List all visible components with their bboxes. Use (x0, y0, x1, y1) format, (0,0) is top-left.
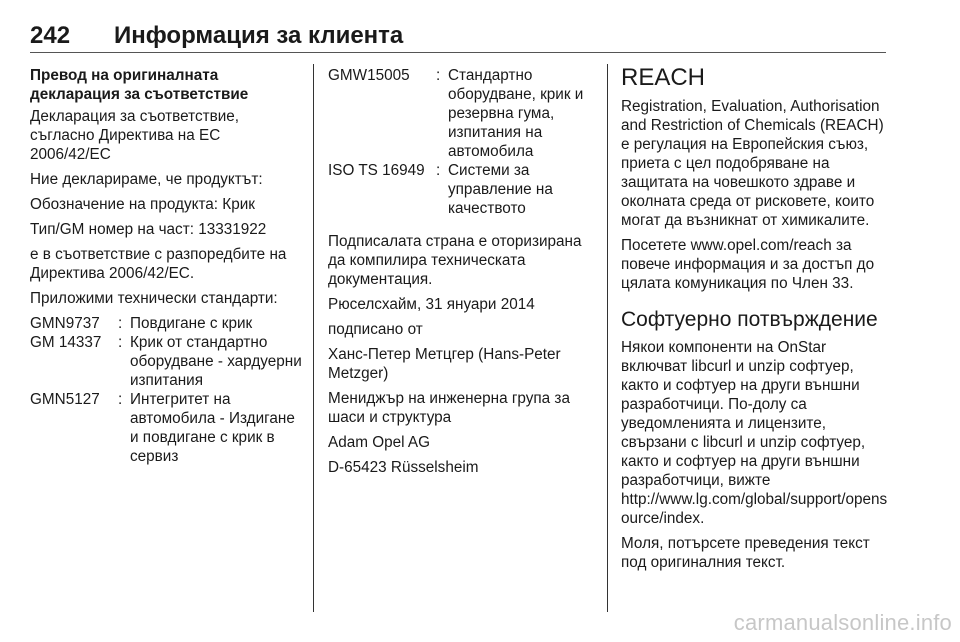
paragraph: Рюселсхайм, 31 януари 2014 (328, 296, 535, 313)
standards-table (328, 66, 596, 218)
paragraph: Registration, Evaluation, Authorisation and Restriction of Chemicals (REACH) е регулация на Европейския съюз, приета с цел подобряване на защитата на човешкото здраве и околната среда от рисковете, които могат да възникнат от химикалите. (621, 98, 884, 229)
paragraph: е в съответствие с разпоредбите на Директива 2006/42/EC. (30, 246, 287, 282)
paragraph: D-65423 Rüsselsheim (328, 459, 479, 476)
paragraph: Adam Opel AG (328, 434, 431, 451)
paragraph: Ние декларираме, че продуктът: (30, 171, 263, 188)
paragraph: Ханс-Петер Метцгер (Hans-Peter Metzger) (328, 346, 561, 382)
column-divider-2 (607, 64, 608, 612)
page-title: Информация за клиента (114, 22, 404, 49)
reach-heading: REACH (621, 64, 706, 91)
column-middle (328, 66, 596, 483)
paragraph: Тип/GM номер на част: 13331922 (30, 221, 267, 238)
paragraph: Декларация за съответствие, съгласно Директива на ЕС 2006/42/EC (30, 108, 240, 163)
paragraph: Някои компоненти на OnStar включват libcurl и unzip софтуер, както и софтуер на други външни разработчици. По-долу са уведомленията и лицензите, свързани с libcurl и unzip софтуер, както и софтуер на други външни разработчици, вижте http://www.lg.com/global/support/opensource/index. (621, 339, 888, 527)
column-divider-1 (313, 64, 314, 612)
table-row: GMN5127 : Интегритет на автомобила - Издигане и повдигане с крик в сервиз (30, 391, 295, 465)
software-heading: Софтуерно потвърждение (621, 308, 878, 331)
paragraph: Подписалата страна е оторизирана да компилира техническата документация. (328, 233, 582, 288)
watermark: carmanualsonline.info (733, 610, 952, 635)
paragraph: Мениджър на инженерна група за шаси и структура (328, 390, 570, 426)
header-divider (30, 52, 886, 53)
table-row: GM 14337 : Крик от стандартно оборудване - хардуерни изпитания (30, 334, 302, 389)
column-right (621, 64, 891, 578)
table-row: GMN9737 : Повдигане с крик (30, 315, 253, 332)
column-left (30, 66, 302, 476)
standards-table (30, 314, 302, 466)
page-header (30, 22, 886, 52)
paragraph: Приложими технически стандарти: (30, 290, 278, 307)
paragraph: подписано от (328, 321, 423, 338)
table-row: GMW15005 : Стандартно оборудване, крик и резервна гума, изпитания на автомобила (328, 67, 584, 160)
declaration-heading: Превод на оригиналната декларация за съответствие (30, 67, 249, 103)
paragraph: Посетете www.opel.com/reach за повече информация и за достъп до цялата комуникация по Член 33. (621, 237, 875, 292)
paragraph: Моля, потърсете преведения текст под оригиналния текст. (621, 535, 870, 571)
page-number: 242 (30, 22, 71, 49)
paragraph: Обозначение на продукта: Крик (30, 196, 255, 213)
table-row: ISO TS 16949 : Системи за управление на качеството (328, 162, 553, 217)
